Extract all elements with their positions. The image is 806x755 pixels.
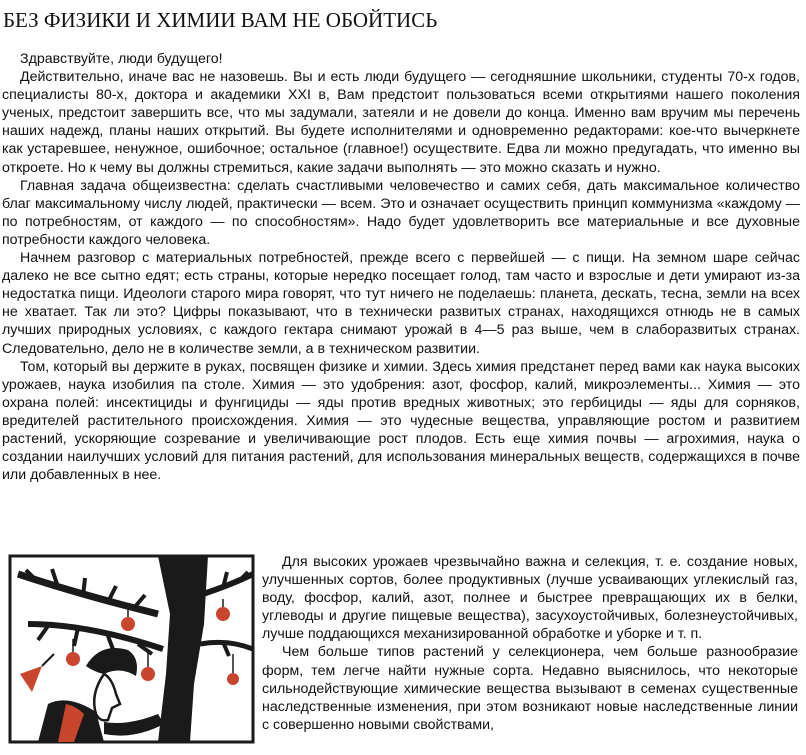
paragraph-greeting: Здравствуйте, люди будущего!	[20, 51, 223, 67]
page-title: БЕЗ ФИЗИКИ И ХИМИИ ВАМ НЕ ОБОЙТИСЬ	[3, 8, 438, 32]
lower-text-column	[262, 553, 798, 734]
paragraph-plant-types: Чем больше типов растений у селекционера, чем больше разнообразие форм, тем легче найти нужные сорта. Недавно выяснилось, что некоторые сильнодействующие химические вещества вызывают в семенах существенные наследственные изменения, при этом возникают новые наследственные линии с совершенно новыми свойствами,	[262, 644, 798, 733]
paragraph-intro: Действительно, иначе вас не назовешь. Вы и есть люди будущего — сегодняшние школьники, студенты 70-х годов, специалисты 80-х, доктора и академики XXI в, Вам предстоит пользоваться всеми открытиями нашего поколения ученых, предстоит завершить все, что мы задумали, затеяли и не довели до конца. Именно вам вручим мы перечень наших надежд, планы наших открытий. Вы будете исполнителями и одновременно редакторами: кое-что вычеркнете как устаревшее, ненужное, ошибочное; остальное (главное!) осуществите. Едва ли можно предугадать, что именно вы откроете. Но к чему вы должны стремиться, какие задачи выполнять — это можно сказать и нужно.	[2, 69, 800, 176]
paragraph-food: Начнем разговор с материальных потребностей, прежде всего с первейшей — с пищи. На земном шаре сейчас далеко не все сытно едят; есть страны, которые нередко посещает голод, там часто и взрослые и дети умирают из-за недостатка пищи. Идеологи старого мира говорят, что тут ничего не поделаешь: планета, дескать, тесна, земли на всех не хватает. Так ли это? Цифры показывают, что в технически развитых странах, находящихся отнюдь не в самых лучших природных условиях, с каждого гектара снимают урожай в 4—5 раз выше, чем в слаборазвитых странах. Следовательно, дело не в количестве земли, а в техническом развитии.	[2, 250, 800, 357]
lower-section	[0, 549, 806, 755]
article-body	[0, 50, 800, 484]
paragraph-chemistry: Том, который вы держите в руках, посвящен физике и химии. Здесь химия предстанет перед вами как наука высоких урожаев, наука изобилия па столе. Химия — это удобрения: азот, фосфор, калий, микроэлементы... Химия — это охрана полей: инсектициды и фунгициды — яды против вредных животных; это гербициды — яды для сорняков, вредителей растительного происхождения. Химия — это чудесные вещества, управляющие ростом и развитием растений, ускоряющие созревание и увеличивающие рост плодов. Есть еще химия почвы — агрохимия, наука о создании наилучших условий для питания растений, для использования минеральных веществ, содержащихся в почве или добавленных в нее.	[2, 358, 800, 484]
boy-under-tree-illustration	[8, 554, 255, 744]
paragraph-main-task: Главная задача общеизвестна: сделать счастливыми человечество и самих себя, дать максимальное количество благ максимальному числу людей, практически — всем. Это и означает осуществить принцип коммунизма «каждому — по потребностям, от каждого — по способностям». Надо будет удовлетворить все материальные и все духовные потребности каждого человека.	[2, 177, 800, 248]
paragraph-selection: Для высоких урожаев чрезвычайно важна и селекция, т. е. создание новых, улучшенных сортов, более продуктивных (лучше усваивающих углекислый газ, воду, фосфор, калий, азот, полнее и быстрее превращающих их в белки, углеводы и другие пищевые вещества), засухоустойчивых, болезнеустойчивых, лучше поддающихся механизированной обработке и уборке и т. п.	[262, 554, 798, 643]
